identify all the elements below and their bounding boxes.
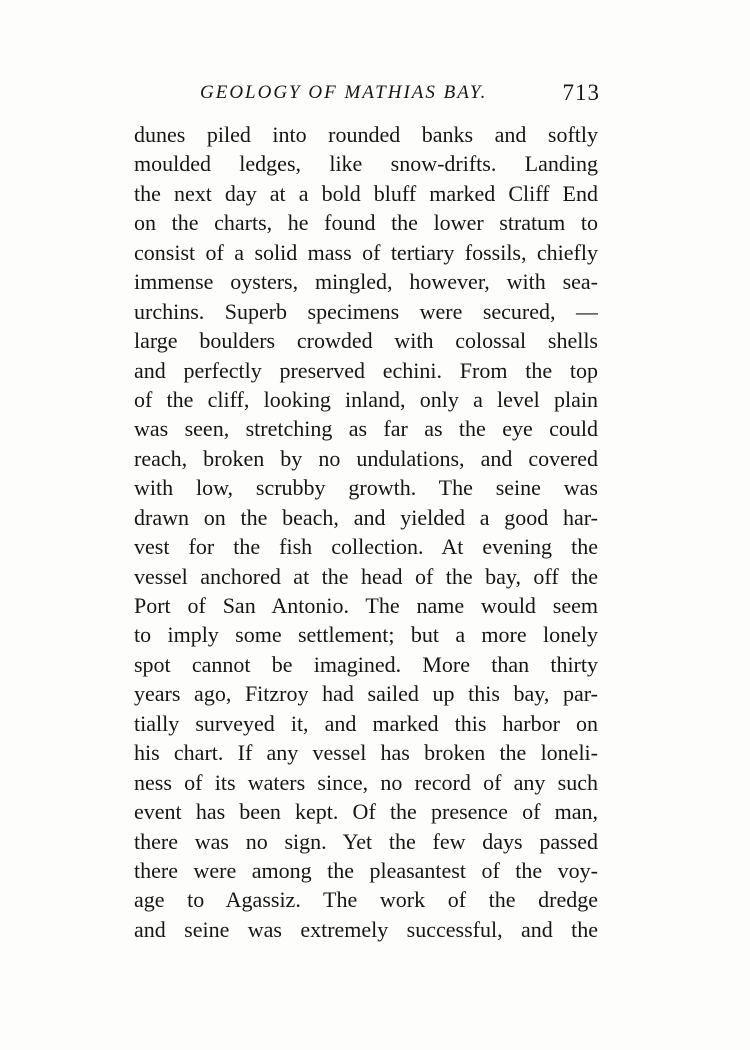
text-line: ness of its waters since, no record of any such <box>134 769 598 795</box>
text-line: large boulders crowded with colossal shells <box>134 328 598 354</box>
text-line: on the charts, he found the lower stratum to <box>134 210 598 236</box>
text-line: spot cannot be imagined. More than thirty <box>134 651 598 677</box>
text-line: with low, scrubby growth. The seine was <box>134 475 598 501</box>
text-line: to imply some settlement; but a more lonely <box>134 622 598 648</box>
running-head <box>200 80 600 112</box>
page-number: 713 <box>562 80 600 105</box>
text-line: consist of a solid mass of tertiary fossils, chiefly <box>134 239 598 265</box>
text-line: immense oysters, mingled, however, with sea- <box>134 269 598 295</box>
running-title: GEOLOGY OF MATHIAS BAY. <box>200 82 488 103</box>
text-line: event has been kept. Of the presence of man, <box>134 799 598 825</box>
text-line: and seine was extremely successful, and the <box>134 916 598 942</box>
text-line: age to Agassiz. The work of the dredge <box>134 887 598 913</box>
text-line: dunes piled into rounded banks and softly <box>134 122 598 147</box>
text-line: urchins. Superb specimens were secured, — <box>134 298 598 324</box>
text-line: vessel anchored at the head of the bay, off the <box>134 563 598 589</box>
text-line: reach, broken by no undulations, and covered <box>134 445 598 471</box>
text-line: drawn on the beach, and yielded a good har- <box>134 504 598 530</box>
text-line: vest for the fish collection. At evening the <box>134 534 598 560</box>
text-line: there was no sign. Yet the few days passed <box>134 828 598 854</box>
text-line: Port of San Antonio. The name would seem <box>134 593 598 618</box>
text-line: the next day at a bold bluff marked Cliff End <box>134 180 598 206</box>
text-line: there were among the pleasantest of the voy- <box>134 857 598 883</box>
text-line: his chart. If any vessel has broken the loneli- <box>134 740 598 766</box>
text-line: of the cliff, looking inland, only a level plain <box>134 386 598 412</box>
text-line: was seen, stretching as far as the eye could <box>134 416 598 442</box>
text-line: tially surveyed it, and marked this harbor on <box>134 710 598 736</box>
body-text <box>134 120 598 944</box>
text-line: and perfectly preserved echini. From the top <box>134 357 598 383</box>
text-line: years ago, Fitzroy had sailed up this bay, par- <box>134 681 598 707</box>
text-line: moulded ledges, like snow-drifts. Landing <box>134 151 598 177</box>
